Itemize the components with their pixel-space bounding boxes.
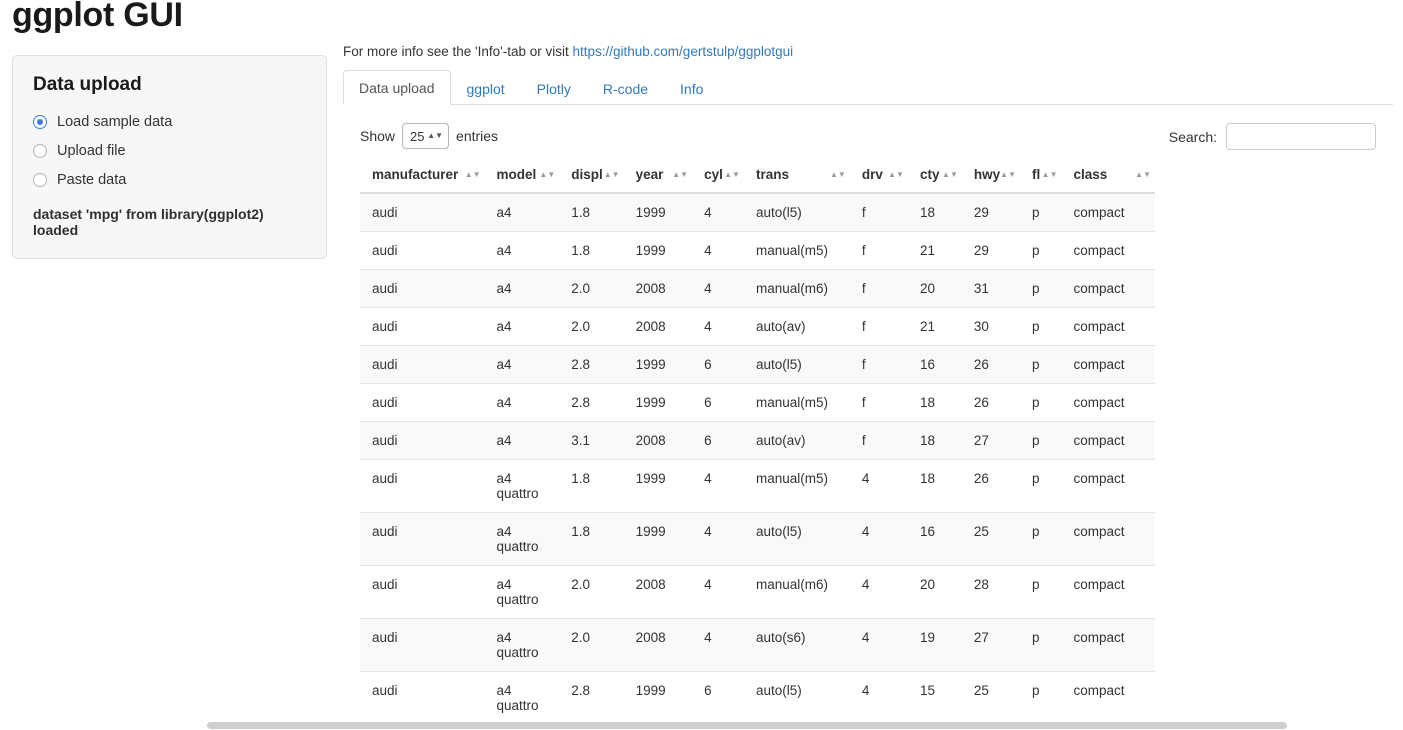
table-cell-cyl: 6 bbox=[692, 672, 744, 725]
table-cell-hwy: 28 bbox=[962, 566, 1020, 619]
show-label: Show bbox=[360, 128, 396, 144]
column-label: class bbox=[1073, 167, 1108, 182]
table-cell-class: compact bbox=[1062, 384, 1156, 422]
page-length-select[interactable] bbox=[402, 123, 449, 149]
table-cell-displ: 3.1 bbox=[559, 422, 623, 460]
column-label: trans bbox=[755, 167, 789, 182]
data-upload-panel bbox=[12, 55, 327, 259]
table-cell-model bbox=[485, 566, 560, 619]
table-cell-year: 1999 bbox=[624, 193, 692, 232]
table-cell-displ: 1.8 bbox=[559, 232, 623, 270]
radio-icon[interactable] bbox=[33, 144, 47, 158]
table-body bbox=[360, 193, 1155, 724]
table-cell-cty: 20 bbox=[908, 566, 962, 619]
table-cell-hwy: 31 bbox=[962, 270, 1020, 308]
table-cell-model: a4 bbox=[485, 193, 560, 232]
table-cell-hwy: 25 bbox=[962, 513, 1020, 566]
sort-arrows-icon: ▲▼ bbox=[1000, 169, 1016, 179]
table-cell-manufacturer: audi bbox=[360, 566, 485, 619]
table-cell-model: a4 bbox=[485, 270, 560, 308]
table-row bbox=[360, 619, 1155, 672]
table-cell-fl: p bbox=[1020, 193, 1062, 232]
cell-text: a4 quattro bbox=[496, 630, 539, 660]
table-cell-cty: 18 bbox=[908, 193, 962, 232]
table-cell-drv: 4 bbox=[850, 513, 908, 566]
entries-label: entries bbox=[456, 128, 499, 144]
github-link[interactable]: https://github.com/gertstulp/ggplotgui bbox=[572, 44, 794, 59]
tab-r-code[interactable]: R-code bbox=[602, 81, 649, 97]
table-cell-hwy: 26 bbox=[962, 384, 1020, 422]
table-cell-trans: auto(l5) bbox=[744, 346, 850, 384]
search-control bbox=[1169, 123, 1376, 150]
table-cell-trans: manual(m5) bbox=[744, 460, 850, 513]
table-cell-fl: p bbox=[1020, 513, 1062, 566]
table-cell-manufacturer: audi bbox=[360, 460, 485, 513]
table-cell-fl: p bbox=[1020, 566, 1062, 619]
table-cell-model bbox=[485, 619, 560, 672]
radio-paste-data[interactable] bbox=[33, 172, 306, 188]
page-length-value: 25 bbox=[410, 128, 425, 144]
radio-icon[interactable] bbox=[33, 173, 47, 187]
table-row bbox=[360, 193, 1155, 232]
cell-text: a4 quattro bbox=[496, 683, 539, 713]
table-cell-fl: p bbox=[1020, 308, 1062, 346]
table-cell-trans: auto(l5) bbox=[744, 672, 850, 725]
table-cell-manufacturer: audi bbox=[360, 422, 485, 460]
table-head bbox=[360, 157, 1155, 193]
table-cell-cyl: 6 bbox=[692, 346, 744, 384]
column-label: fl bbox=[1032, 167, 1041, 182]
table-cell-drv: 4 bbox=[850, 619, 908, 672]
table-cell-trans: manual(m6) bbox=[744, 566, 850, 619]
table-cell-trans: auto(l5) bbox=[744, 193, 850, 232]
table-cell-displ: 2.8 bbox=[559, 384, 623, 422]
table-cell-fl: p bbox=[1020, 384, 1062, 422]
table-cell-displ: 2.8 bbox=[559, 672, 623, 725]
table-cell-class: compact bbox=[1062, 422, 1156, 460]
show-entries-control bbox=[360, 123, 498, 149]
radio-label: Load sample data bbox=[57, 114, 173, 130]
table-cell-fl: p bbox=[1020, 422, 1062, 460]
table-cell-cty: 18 bbox=[908, 460, 962, 513]
table-cell-cyl: 4 bbox=[692, 460, 744, 513]
table-cell-manufacturer: audi bbox=[360, 672, 485, 725]
table-cell-cyl: 4 bbox=[692, 566, 744, 619]
table-cell-cyl: 4 bbox=[692, 270, 744, 308]
table-cell-class: compact bbox=[1062, 308, 1156, 346]
sort-arrows-icon: ▲▼ bbox=[603, 169, 620, 179]
table-cell-model: a4 bbox=[485, 308, 560, 346]
table-cell-year: 2008 bbox=[624, 308, 692, 346]
search-label: Search: bbox=[1168, 128, 1217, 145]
tab-info[interactable]: Info bbox=[680, 81, 704, 97]
table-cell-model: a4 bbox=[485, 232, 560, 270]
table-cell-year: 1999 bbox=[624, 460, 692, 513]
data-table bbox=[360, 157, 1155, 724]
panel-heading: Data upload bbox=[33, 74, 142, 95]
table-cell-manufacturer: audi bbox=[360, 513, 485, 566]
sort-arrows-icon: ▲▼ bbox=[942, 169, 958, 179]
table-cell-cty: 16 bbox=[908, 513, 962, 566]
table-cell-trans: manual(m6) bbox=[744, 270, 850, 308]
dataset-status-text: dataset 'mpg' from library(ggplot2) loaded bbox=[33, 206, 264, 238]
table-cell-manufacturer: audi bbox=[360, 346, 485, 384]
table-cell-manufacturer: audi bbox=[360, 619, 485, 672]
table-cell-year: 2008 bbox=[624, 422, 692, 460]
table-cell-manufacturer: audi bbox=[360, 384, 485, 422]
table-cell-displ: 1.8 bbox=[559, 460, 623, 513]
table-cell-cyl: 4 bbox=[692, 308, 744, 346]
table-cell-drv: 4 bbox=[850, 672, 908, 725]
table-row bbox=[360, 384, 1155, 422]
table-cell-year: 1999 bbox=[624, 672, 692, 725]
radio-upload-file[interactable] bbox=[33, 143, 306, 159]
table-cell-class: compact bbox=[1062, 619, 1156, 672]
column-label: model bbox=[496, 167, 537, 182]
table-cell-hwy: 26 bbox=[962, 460, 1020, 513]
table-cell-displ: 1.8 bbox=[559, 193, 623, 232]
table-row bbox=[360, 672, 1155, 725]
table-cell-drv: f bbox=[850, 384, 908, 422]
radio-icon[interactable] bbox=[33, 115, 47, 129]
column-header-class[interactable] bbox=[1062, 157, 1156, 193]
table-cell-drv: f bbox=[850, 193, 908, 232]
table-cell-displ: 2.8 bbox=[559, 346, 623, 384]
column-header-model[interactable] bbox=[485, 157, 560, 193]
table-cell-displ: 2.0 bbox=[559, 566, 623, 619]
table-header-row bbox=[360, 157, 1155, 193]
table-row bbox=[360, 346, 1155, 384]
table-cell-year: 1999 bbox=[624, 346, 692, 384]
table-cell-class: compact bbox=[1062, 346, 1156, 384]
table-cell-fl: p bbox=[1020, 270, 1062, 308]
tab-ggplot[interactable]: ggplot bbox=[466, 81, 505, 97]
table-row bbox=[360, 513, 1155, 566]
table-cell-fl: p bbox=[1020, 460, 1062, 513]
table-cell-displ: 2.0 bbox=[559, 308, 623, 346]
table-cell-trans: auto(av) bbox=[744, 308, 850, 346]
table-cell-hwy: 29 bbox=[962, 232, 1020, 270]
table-cell-manufacturer: audi bbox=[360, 270, 485, 308]
table-cell-cty: 21 bbox=[908, 308, 962, 346]
sort-arrows-icon: ▲▼ bbox=[464, 169, 481, 179]
column-header-manufacturer[interactable] bbox=[360, 157, 485, 193]
main-content bbox=[343, 44, 1393, 724]
radio-label: Paste data bbox=[57, 172, 127, 188]
table-cell-cty: 19 bbox=[908, 619, 962, 672]
table-cell-class: compact bbox=[1062, 270, 1156, 308]
table-cell-cyl: 6 bbox=[692, 384, 744, 422]
table-cell-cty: 15 bbox=[908, 672, 962, 725]
table-cell-year: 2008 bbox=[624, 566, 692, 619]
column-header-cyl[interactable] bbox=[692, 157, 744, 193]
table-row bbox=[360, 422, 1155, 460]
table-cell-year: 1999 bbox=[624, 232, 692, 270]
table-cell-fl: p bbox=[1020, 619, 1062, 672]
table-cell-cyl: 4 bbox=[692, 232, 744, 270]
table-cell-fl: p bbox=[1020, 672, 1062, 725]
search-input[interactable] bbox=[1226, 123, 1376, 150]
table-cell-displ: 2.0 bbox=[559, 619, 623, 672]
table-cell-hwy: 25 bbox=[962, 672, 1020, 725]
table-cell-model: a4 bbox=[485, 346, 560, 384]
table-cell-cty: 20 bbox=[908, 270, 962, 308]
cell-text: a4 quattro bbox=[496, 577, 539, 607]
table-cell-fl: p bbox=[1020, 232, 1062, 270]
table-cell-hwy: 29 bbox=[962, 193, 1020, 232]
table-cell-manufacturer: audi bbox=[360, 193, 485, 232]
table-cell-cyl: 4 bbox=[692, 193, 744, 232]
table-cell-class: compact bbox=[1062, 193, 1156, 232]
sort-arrows-icon: ▲▼ bbox=[539, 169, 556, 179]
column-label: cty bbox=[919, 167, 940, 182]
table-cell-cyl: 4 bbox=[692, 619, 744, 672]
table-row bbox=[360, 460, 1155, 513]
table-cell-cty: 16 bbox=[908, 346, 962, 384]
page-title: ggplot GUI bbox=[12, 0, 183, 34]
table-cell-hwy: 27 bbox=[962, 422, 1020, 460]
sort-arrows-icon: ▲▼ bbox=[1041, 169, 1058, 179]
cell-text: a4 quattro bbox=[496, 524, 539, 554]
table-row bbox=[360, 308, 1155, 346]
table-cell-class: compact bbox=[1062, 232, 1156, 270]
table-cell-drv: 4 bbox=[850, 566, 908, 619]
table-cell-trans: manual(m5) bbox=[744, 232, 850, 270]
column-header-displ[interactable] bbox=[559, 157, 623, 193]
table-cell-drv: 4 bbox=[850, 460, 908, 513]
info-line bbox=[343, 44, 1393, 59]
table-cell-manufacturer: audi bbox=[360, 232, 485, 270]
table-cell-class: compact bbox=[1062, 672, 1156, 725]
sort-arrows-icon: ▲▼ bbox=[829, 169, 846, 179]
table-cell-manufacturer: audi bbox=[360, 308, 485, 346]
table-cell-displ: 1.8 bbox=[559, 513, 623, 566]
table-cell-trans: auto(av) bbox=[744, 422, 850, 460]
sort-arrows-icon: ▲▼ bbox=[888, 169, 904, 179]
table-cell-year: 1999 bbox=[624, 513, 692, 566]
column-label: manufacturer bbox=[372, 167, 459, 182]
tab-plotly[interactable]: Plotly bbox=[536, 81, 571, 97]
table-cell-model: a4 bbox=[485, 422, 560, 460]
info-text: For more info see the 'Info'-tab or visit bbox=[343, 44, 573, 59]
table-cell-trans: manual(m5) bbox=[744, 384, 850, 422]
table-cell-hwy: 30 bbox=[962, 308, 1020, 346]
table-cell-drv: f bbox=[850, 308, 908, 346]
table-cell-class: compact bbox=[1062, 460, 1156, 513]
horizontal-scrollbar[interactable] bbox=[207, 722, 1287, 729]
table-cell-model bbox=[485, 672, 560, 725]
sort-arrows-icon: ▲▼ bbox=[1135, 169, 1151, 179]
column-header-fl[interactable] bbox=[1020, 157, 1062, 193]
table-cell-displ: 2.0 bbox=[559, 270, 623, 308]
table-row bbox=[360, 566, 1155, 619]
table-cell-model bbox=[485, 513, 560, 566]
column-header-trans[interactable] bbox=[744, 157, 850, 193]
table-cell-drv: f bbox=[850, 270, 908, 308]
table-row bbox=[360, 232, 1155, 270]
table-cell-model: a4 bbox=[485, 384, 560, 422]
table-cell-year: 1999 bbox=[624, 384, 692, 422]
table-cell-model bbox=[485, 460, 560, 513]
radio-label: Upload file bbox=[57, 143, 126, 159]
table-row bbox=[360, 270, 1155, 308]
radio-load-sample-data[interactable] bbox=[33, 114, 306, 130]
table-cell-drv: f bbox=[850, 422, 908, 460]
table-cell-drv: f bbox=[850, 346, 908, 384]
column-header-cty[interactable] bbox=[908, 157, 962, 193]
column-header-year[interactable] bbox=[624, 157, 692, 193]
table-cell-drv: f bbox=[850, 232, 908, 270]
cell-text: a4 quattro bbox=[496, 471, 539, 501]
table-cell-class: compact bbox=[1062, 566, 1156, 619]
table-cell-cty: 18 bbox=[908, 384, 962, 422]
sort-arrows-icon: ▲▼ bbox=[724, 169, 740, 179]
chevron-updown-icon: ▲▼ bbox=[427, 131, 444, 140]
sort-arrows-icon: ▲▼ bbox=[672, 169, 689, 179]
table-cell-trans: auto(s6) bbox=[744, 619, 850, 672]
tab-bar bbox=[343, 71, 1393, 105]
table-cell-hwy: 26 bbox=[962, 346, 1020, 384]
tab-data-upload[interactable]: Data upload bbox=[343, 70, 451, 105]
table-cell-hwy: 27 bbox=[962, 619, 1020, 672]
table-cell-cyl: 4 bbox=[692, 513, 744, 566]
column-label: displ bbox=[571, 167, 603, 182]
table-cell-cyl: 6 bbox=[692, 422, 744, 460]
column-header-drv[interactable] bbox=[850, 157, 908, 193]
table-cell-year: 2008 bbox=[624, 270, 692, 308]
table-cell-year: 2008 bbox=[624, 619, 692, 672]
table-controls bbox=[343, 117, 1393, 157]
column-label: hwy bbox=[973, 167, 1001, 182]
column-header-hwy[interactable] bbox=[962, 157, 1020, 193]
table-cell-class: compact bbox=[1062, 513, 1156, 566]
column-label: drv bbox=[861, 167, 883, 182]
table-cell-cty: 18 bbox=[908, 422, 962, 460]
table-cell-fl: p bbox=[1020, 346, 1062, 384]
column-label: cyl bbox=[704, 167, 723, 182]
table-cell-trans: auto(l5) bbox=[744, 513, 850, 566]
column-label: year bbox=[635, 167, 664, 182]
table-cell-cty: 21 bbox=[908, 232, 962, 270]
